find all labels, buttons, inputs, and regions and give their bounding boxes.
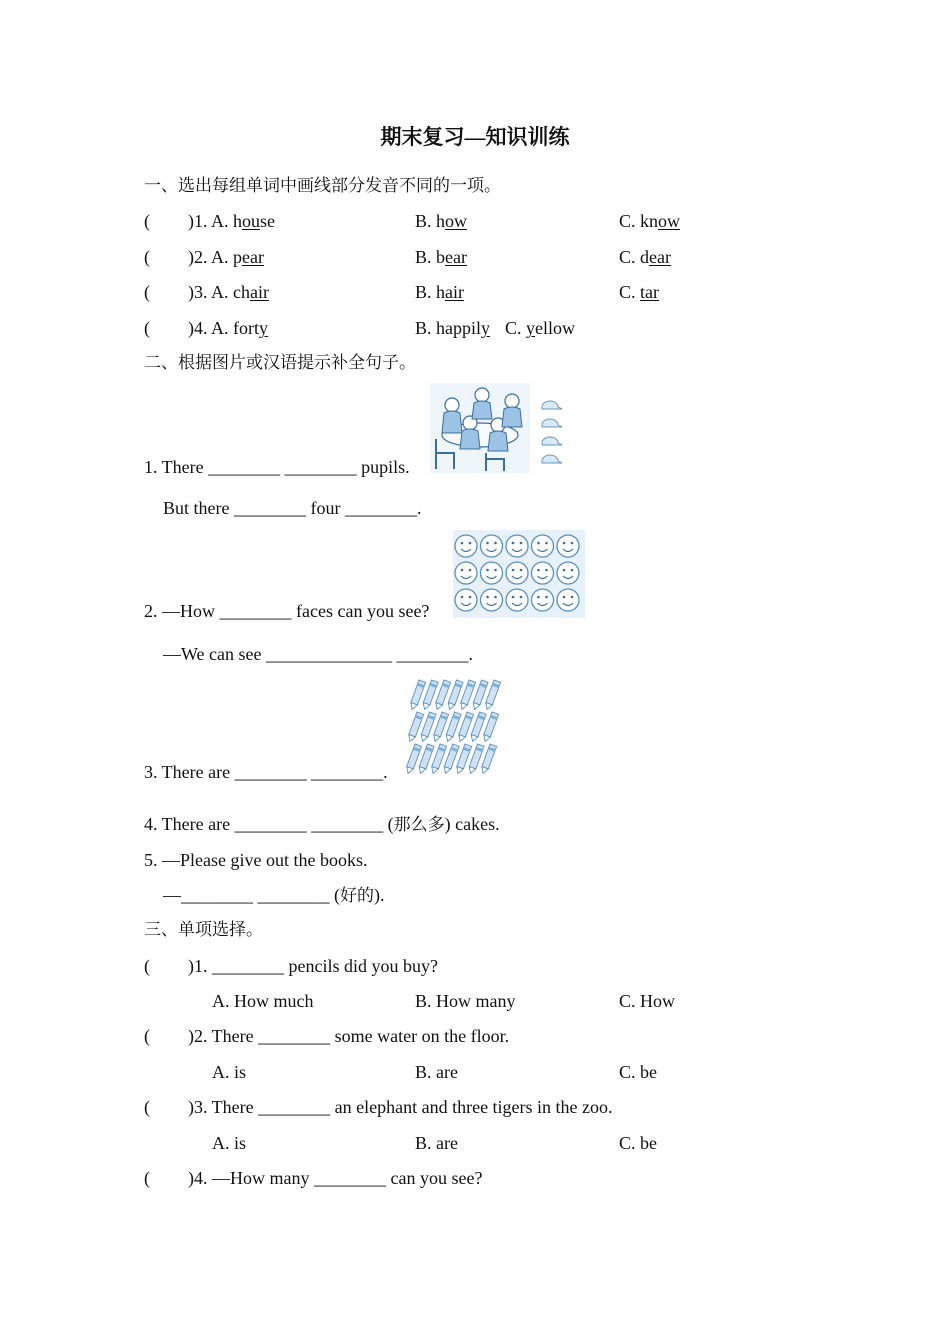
smiley-face-icon (506, 535, 528, 557)
q2-line2: —We can see ______________ ________. (163, 644, 473, 664)
option-b: B. How many (415, 991, 516, 1011)
option-b: B. hair (415, 282, 464, 302)
q4-line: 4. There are ________ ________ (那么多) cakes. (144, 814, 500, 835)
smiley-face-icon (532, 589, 554, 611)
question-stem: )3. There ________ an elephant and three tigers in the zoo. (188, 1097, 613, 1117)
pencil-icon (407, 712, 424, 743)
option-c: C. tar (619, 282, 659, 302)
smiley-faces-picture (453, 530, 585, 618)
q1-line1: 1. There ________ ________ pupils. (144, 457, 410, 477)
question-item: )2. A. pear (188, 247, 264, 267)
option-c: C. know (619, 211, 681, 231)
option-b: B. happily (415, 318, 490, 338)
pupils-picture (430, 383, 565, 473)
q3-line1: 3. There are ________ ________. (144, 762, 388, 782)
answer-bracket[interactable]: ( (144, 1026, 150, 1046)
answer-bracket[interactable]: ( (144, 1097, 150, 1117)
smiley-face-icon (455, 535, 477, 557)
smiley-face-icon (506, 562, 528, 584)
answer-bracket[interactable]: ( (144, 211, 150, 231)
option-c: C. be (619, 1133, 657, 1153)
answer-bracket[interactable]: ( (144, 282, 150, 302)
pencil-icon (409, 680, 426, 711)
smiley-face-icon (455, 589, 477, 611)
smiley-face-icon (532, 562, 554, 584)
option-b: B. how (415, 211, 468, 231)
smiley-face-icon (481, 589, 503, 611)
pencil-icon (405, 744, 422, 775)
option-b: B. bear (415, 247, 467, 267)
option-b: B. are (415, 1062, 458, 1082)
smiley-face-icon (557, 535, 579, 557)
option-c: C. be (619, 1062, 657, 1082)
question-item: )3. A. chair (188, 282, 269, 302)
smiley-face-icon (557, 562, 579, 584)
question-stem: )1. ________ pencils did you buy? (188, 956, 438, 976)
option-a: A. is (212, 1133, 247, 1153)
q2-line1: 2. —How ________ faces can you see? (144, 601, 430, 621)
option-c: C. dear (619, 247, 671, 267)
option-c: C. yellow (505, 318, 576, 338)
answer-bracket[interactable]: ( (144, 1168, 150, 1188)
smiley-face-icon (557, 589, 579, 611)
option-c: C. How (619, 991, 676, 1011)
answer-bracket[interactable]: ( (144, 318, 150, 338)
pencils-picture (405, 676, 509, 778)
option-a: A. How much (212, 991, 314, 1011)
question-item: )4. A. forty (188, 318, 268, 338)
page-title: 期末复习—知识训练 (380, 125, 570, 149)
q5-line2: —________ ________ (好的). (163, 885, 385, 906)
smiley-face-icon (481, 562, 503, 584)
smiley-face-icon (481, 535, 503, 557)
section3-heading: 三、单项选择。 (144, 920, 263, 940)
question-stem: )4. —How many ________ can you see? (188, 1168, 483, 1188)
option-b: B. are (415, 1133, 458, 1153)
smiley-face-icon (532, 535, 554, 557)
smiley-face-icon (455, 562, 477, 584)
question-stem: )2. There ________ some water on the floor. (188, 1026, 510, 1046)
option-a: A. is (212, 1062, 247, 1082)
q5-line1: 5. —Please give out the books. (144, 850, 368, 870)
q1-line2: But there ________ four ________. (163, 498, 422, 518)
answer-bracket[interactable]: ( (144, 247, 150, 267)
section2-heading: 二、根据图片或汉语提示补全句子。 (144, 353, 416, 373)
section1-heading: 一、选出每组单词中画线部分发音不同的一项。 (144, 176, 501, 196)
question-item: )1. A. house (188, 211, 275, 231)
answer-bracket[interactable]: ( (144, 956, 150, 976)
smiley-face-icon (506, 589, 528, 611)
